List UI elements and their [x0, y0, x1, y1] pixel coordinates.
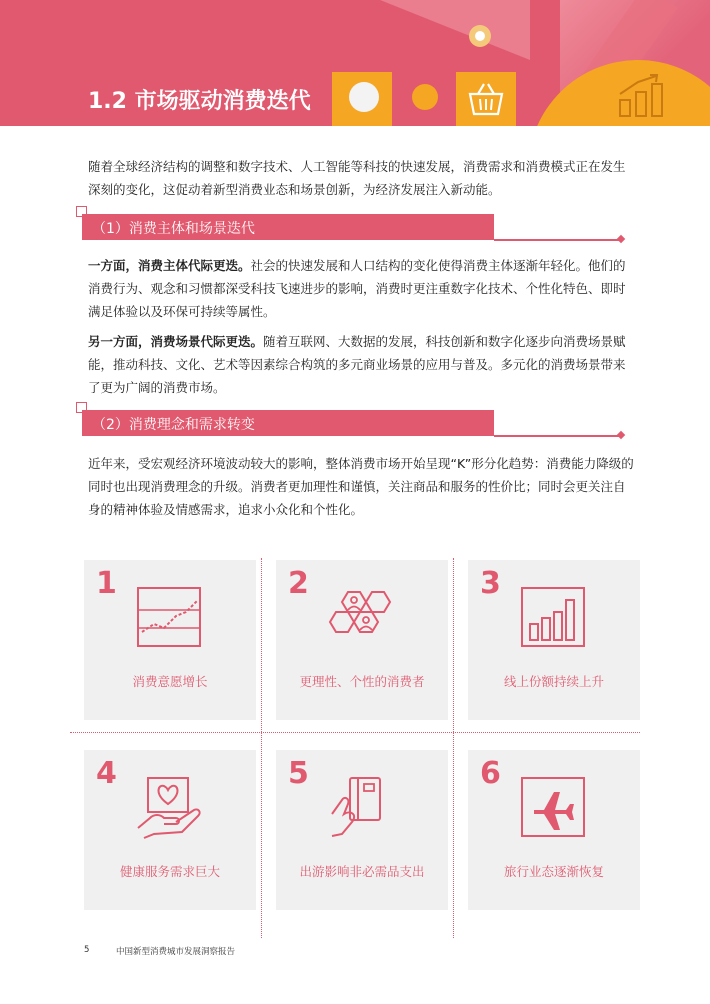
circle-decoration [349, 82, 379, 112]
circle-decoration [412, 84, 438, 110]
card-4 [84, 750, 256, 910]
banner-decoration [380, 0, 530, 60]
basket-icon [456, 72, 516, 126]
growth-chart-icon [616, 72, 670, 120]
paragraph-lead: 一方面，消费主体代际更迭。 [88, 258, 251, 273]
section-title: 1.2 市场驱动消费迭代 [88, 89, 311, 114]
airplane-icon [520, 774, 588, 840]
card-label: 旅行业态逐渐恢复 [503, 864, 604, 879]
header-banner [0, 0, 710, 126]
paragraph-scene [88, 330, 636, 399]
hand-heart-icon [136, 774, 204, 840]
card-label: 线上份额持续上升 [503, 674, 604, 689]
bar-chart-icon [520, 584, 588, 650]
card-2 [276, 560, 448, 720]
subheading-1: （1）消费主体和场景迭代 [92, 221, 255, 237]
card-number: 6 [480, 756, 501, 791]
paragraph-body: 随着互联网、大数据的发展，科技创新和数字化逐步向消费场景赋能，推动科技、文化、艺术等因素综合构筑的多元商业场景的应用与普及。多元化的消费场景带来了更为广阔的消费市场。 [88, 334, 626, 395]
ring-decoration [469, 25, 491, 47]
chart-line-icon [136, 584, 204, 650]
grid-divider [261, 558, 262, 938]
subheading-bar-2 [76, 410, 624, 440]
report-title: 中国新型消费城市发展洞察报告 [116, 947, 236, 957]
page-number: 5 [84, 945, 90, 955]
paragraph-lead: 另一方面，消费场景代际更迭。 [88, 334, 264, 349]
subheading-2: （2）消费理念和需求转变 [92, 417, 255, 433]
card-number: 1 [96, 566, 117, 601]
card-number: 5 [288, 756, 309, 791]
hexagon-people-icon [328, 584, 396, 650]
card-label: 消费意愿增长 [132, 674, 208, 689]
card-number: 3 [480, 566, 501, 601]
card-label: 出游影响非必需品支出 [299, 864, 425, 879]
card-3 [468, 560, 640, 720]
subheading-bar-1 [76, 214, 624, 244]
grid-divider [70, 732, 640, 733]
section-title-box [76, 72, 312, 126]
grid-divider [453, 558, 454, 938]
card-number: 4 [96, 756, 117, 791]
card-label: 更理性、个性的消费者 [299, 674, 425, 689]
paragraph-generation [88, 254, 636, 323]
orange-block [456, 72, 516, 126]
card-1 [84, 560, 256, 720]
card-5 [276, 750, 448, 910]
paragraph-body: 社会的快速发展和人口结构的变化使得消费主体逐渐年轻化。他们的消费行为、观念和习惯都深受科技飞速进步的影响，消费时更注重数字化技术、个性化特色、即时满足体验以及环保可持续等属性。 [88, 258, 626, 319]
hand-card-icon [328, 774, 396, 840]
card-number: 2 [288, 566, 309, 601]
card-6 [468, 750, 640, 910]
paragraph-demand: 近年来，受宏观经济环境波动较大的影响，整体消费市场开始呈现“K”形分化趋势：消费能力降级的同时也出现消费理念的升级。消费者更加理性和谨慎，关注商品和服务的性价比；同时会更关注自身的精神体验及情感需求，追求小众化和个性化。 [88, 456, 634, 517]
intro-paragraph: 随着全球经济结构的调整和数字技术、人工智能等科技的快速发展，消费需求和消费模式正在发生深刻的变化，这促动着新型消费业态和场景创新，为经济发展注入新动能。 [88, 159, 626, 197]
card-label: 健康服务需求巨大 [119, 864, 220, 879]
